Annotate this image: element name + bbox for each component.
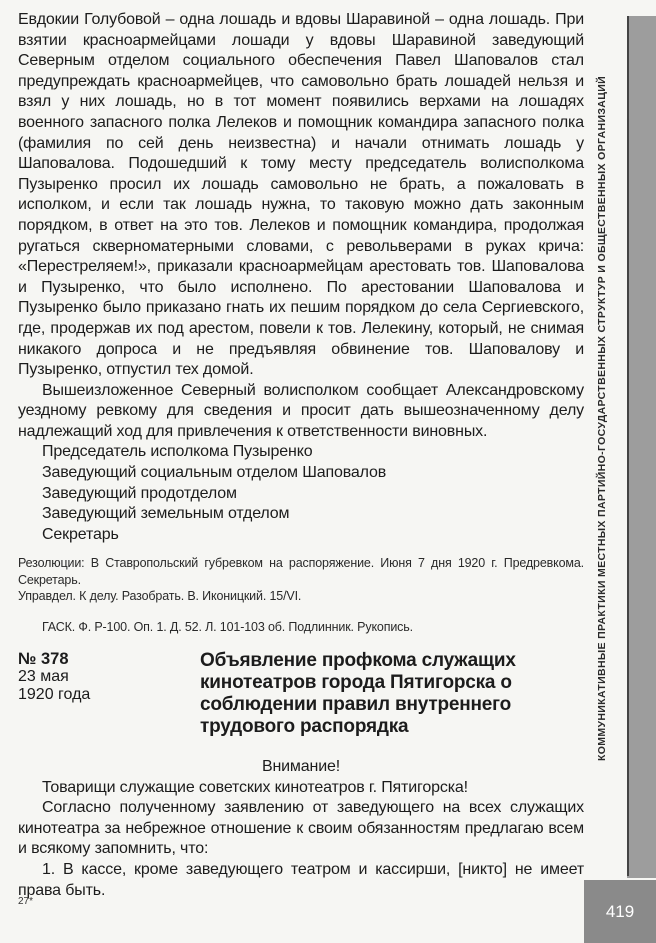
greeting: Товарищи служащие советских кинотеатров г. Пятигорска! (42, 778, 468, 796)
document-meta (18, 650, 168, 704)
document-header (18, 650, 584, 750)
running-header-text: КОММУНИКАТИВНЫЕ ПРАКТИКИ МЕСТНЫХ ПАРТИЙНО-ГОСУДАРСТВЕННЫХ СТРУКТУР И ОБЩЕСТВЕННЫХ ОРГАНИЗАЦИЙ (596, 75, 608, 761)
sidebar-gray-band (627, 16, 656, 878)
signature-mark: 27* (18, 896, 34, 907)
document-date: 23 мая (18, 668, 69, 685)
archive-source: ГАСК. Ф. Р-100. Оп. 1. Д. 52. Л. 101-103 об. Подлинник. Рукопись. (42, 619, 413, 634)
signature-line: Председатель исполкома Пузыренко (42, 443, 313, 461)
main-text (18, 10, 584, 635)
resolution-line-2: Управдел. К делу. Разобрать. В. Иконицкий. 15/VI. (18, 589, 302, 604)
paragraph-1: Евдокии Голубовой – одна лошадь и вдовы Шаравиной – одна лошадь. При взятии красноармейцами лошади у вдовы Шаравиной заведующий Северным отделом социального обеспечения Павел Шаповалов стал предупреждать красноармейцев, что самовольно брать лошадей нельзя и взял у них лошадь, но в тот момент появились верхами на лошадях военного запасного полка Лелеков и помощник командира запасного полка (фамилия по сей день неизвестна) и начали отнимать лошадь у Шаповалова. Подошедший к тому месту председатель волисполкома Пузыренко просил их лошадь самовольно не брать, а пожаловать в исполком, и если так лошадь нужна, то таковую можно дать законным порядком, в ответ на это тов. Лелеков и помощник командира, продолжая ругаться скверноматерными словами, с револьверами в руках крича: «Перестреляем!», приказали красноармейцам арестовать тов. Шаповалова и Пузыренко, что было исполнено. По арестовании Шаповалова и Пузыренко было приказано гнать их пешим порядком до села Сергиевского, где, продержав их под арестом, повели к тов. Лелекину, который, не снимая никакого допроса и не предъявляя обвинение тов. Шаповалову и Пузыренко, отпустил тех домой. (18, 11, 584, 379)
attention-heading: Внимание! (261, 758, 341, 775)
signature-line: Заведующий социальным отделом Шаповалов (42, 464, 387, 482)
document-body (18, 757, 584, 901)
body-paragraph: Согласно полученному заявлению от заведующего на всех служащих кинотеатра за небрежное отношение к своим обязанностям предлагаю всем и всякому запомнить, что: (18, 799, 584, 858)
signatures (18, 442, 584, 545)
resolution-line-1: Резолюции: В Ставропольский губревком на распоряжение. Июня 7 дня 1920 г. Предревкома. Секретарь. (18, 556, 584, 587)
sidebar-rule (627, 16, 629, 876)
page-number: 419 (584, 880, 656, 943)
resolution (18, 555, 584, 605)
paragraph-2: Вышеизложенное Северный волисполком сообщает Александровскому уездному ревкому для сведения и просит дать вышеозначенному делу надлежащий ход для привлечения к ответственности виновных. (18, 381, 584, 440)
signature-line: Заведующий земельным отделом (42, 505, 290, 523)
running-header-sidebar (590, 0, 656, 943)
document-year: 1920 года (18, 686, 91, 703)
document-title: Объявление профкома служащих кинотеатров города Пятигорска о соблюдении правил внутреннего трудового распорядка (200, 650, 516, 737)
signature-line: Секретарь (42, 525, 119, 543)
list-item-1: 1. В кассе, кроме заведующего театром и кассирши, [никто] не имеет права быть. (18, 860, 584, 899)
signature-line: Заведующий продотделом (42, 484, 237, 502)
document-number: № 378 (18, 650, 69, 668)
